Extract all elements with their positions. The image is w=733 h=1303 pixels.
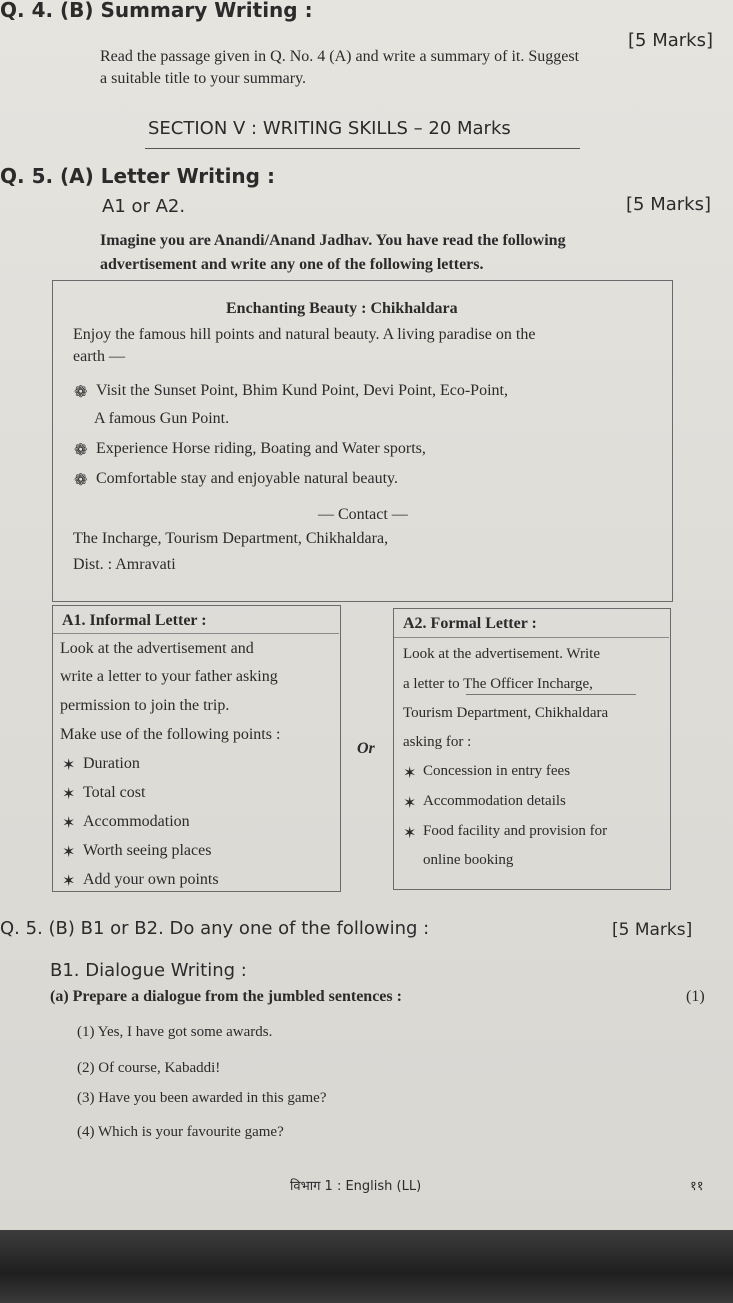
a2-line2-underline — [466, 694, 636, 695]
advert-bullet-2: Experience Horse riding, Boating and Water sports, — [96, 440, 426, 457]
advert-intro2: earth — — [73, 348, 125, 365]
star-bullet-icon: ✶ — [403, 825, 417, 842]
advert-bullet-3: Comfortable stay and enjoyable natural beauty. — [96, 470, 398, 487]
q4b-line1: Read the passage given in Q. No. 4 (A) and write a summary of it. Suggest — [100, 48, 580, 65]
q5a-title: Q. 5. (A) Letter Writing : — [0, 164, 275, 188]
part-a-instruction: (a) Prepare a dialogue from the jumbled sentences : — [50, 988, 402, 1005]
or-label: Or — [357, 740, 375, 757]
a2-line2: a letter to The Officer Incharge, — [403, 676, 593, 692]
page-number: ११ — [690, 1179, 704, 1194]
advert-title: Enchanting Beauty : Chikhaldara — [226, 300, 458, 317]
a2-line4: asking for : — [403, 734, 472, 750]
a1-point-1: Duration — [83, 755, 140, 772]
jumbled-sentence-1: (1) Yes, I have got some awards. — [77, 1024, 273, 1040]
a2-title-divider — [394, 637, 669, 638]
a2-point-2: Accommodation details — [423, 793, 566, 809]
jumbled-sentence-4: (4) Which is your favourite game? — [77, 1124, 284, 1140]
q5b-title: Q. 5. (B) B1 or B2. Do any one of the following : — [0, 918, 430, 939]
desk-surface — [0, 1230, 733, 1303]
a1-point-5: Add your own points — [83, 871, 219, 888]
star-bullet-icon: ✶ — [62, 757, 76, 774]
a2-line3: Tourism Department, Chikhaldara — [403, 705, 609, 721]
star-bullet-icon: ✶ — [62, 786, 76, 803]
flower-bullet-icon: ❁ — [74, 384, 88, 401]
section-underline — [145, 148, 580, 149]
q5a-subtitle: A1 or A2. — [102, 196, 186, 217]
a2-point-1: Concession in entry fees — [423, 763, 571, 779]
flower-bullet-icon: ❁ — [74, 442, 88, 459]
q4b-title: Q. 4. (B) Summary Writing : — [0, 0, 313, 22]
star-bullet-icon: ✶ — [62, 873, 76, 890]
q5b-marks: [5 Marks] — [612, 920, 693, 940]
advert-intro1: Enjoy the famous hill points and natural beauty. A living paradise on the — [73, 326, 536, 343]
advert-bullet-1-line2: A famous Gun Point. — [94, 410, 230, 427]
flower-bullet-icon: ❁ — [74, 472, 88, 489]
a2-title: A2. Formal Letter : — [403, 615, 537, 632]
star-bullet-icon: ✶ — [403, 765, 417, 782]
b1-title: B1. Dialogue Writing : — [50, 960, 247, 981]
a2-line1: Look at the advertisement. Write — [403, 646, 600, 662]
advert-bullet-1-line1: Visit the Sunset Point, Bhim Kund Point, Devi Point, Eco-Point, — [96, 382, 508, 399]
part-a-marks: (1) — [686, 988, 705, 1005]
star-bullet-icon: ✶ — [62, 844, 76, 861]
star-bullet-icon: ✶ — [62, 815, 76, 832]
advert-contact2: Dist. : Amravati — [73, 556, 176, 573]
a2-point-3-line1: Food facility and provision for — [423, 823, 608, 839]
q5a-instruction2: advertisement and write any one of the following letters. — [100, 256, 484, 273]
advert-contact-label: — Contact — — [318, 506, 408, 523]
q4b-marks: [5 Marks] — [628, 30, 713, 51]
q4b-line2: a suitable title to your summary. — [100, 70, 307, 87]
q5a-marks: [5 Marks] — [626, 194, 711, 215]
a1-line4: Make use of the following points : — [60, 726, 281, 743]
a1-point-4: Worth seeing places — [83, 842, 212, 859]
jumbled-sentence-2: (2) Of course, Kabaddi! — [77, 1060, 221, 1076]
a1-line2: write a letter to your father asking — [60, 668, 278, 685]
q5a-instruction1: Imagine you are Anandi/Anand Jadhav. You have read the following — [100, 232, 566, 249]
star-bullet-icon: ✶ — [403, 795, 417, 812]
a1-title-divider — [53, 633, 339, 634]
advert-contact1: The Incharge, Tourism Department, Chikhaldara, — [73, 530, 389, 547]
a1-title: A1. Informal Letter : — [62, 612, 207, 629]
a1-point-3: Accommodation — [83, 813, 190, 830]
a1-line3: permission to join the trip. — [60, 697, 230, 714]
a1-point-2: Total cost — [83, 784, 146, 801]
jumbled-sentence-3: (3) Have you been awarded in this game? — [77, 1090, 327, 1106]
footer-text: विभाग 1 : English (LL) — [290, 1179, 422, 1194]
a1-line1: Look at the advertisement and — [60, 640, 254, 657]
section-title: SECTION V : WRITING SKILLS – 20 Marks — [148, 118, 511, 139]
a2-point-3-line2: online booking — [423, 852, 514, 868]
